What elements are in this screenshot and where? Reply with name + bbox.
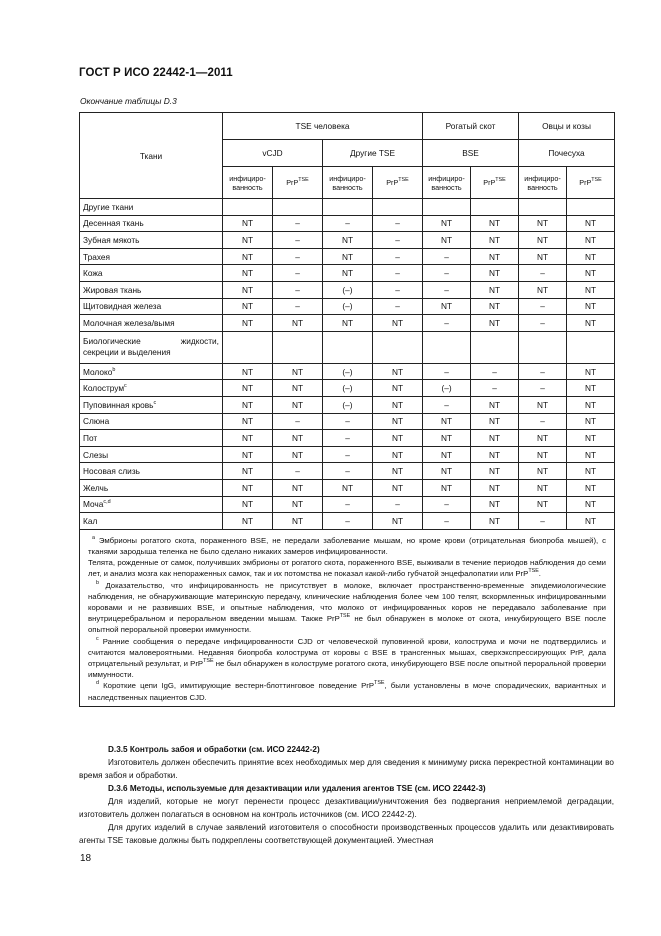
table-cell: NT [323, 479, 373, 496]
table-cell: NT [273, 396, 323, 413]
table-cell: NT [223, 413, 273, 430]
table-row [80, 248, 615, 265]
table-cell: NT [223, 446, 273, 463]
table-cell [323, 199, 373, 216]
footnote-a-cont [88, 557, 606, 579]
table-cell [519, 199, 567, 216]
table-cell: – [423, 363, 471, 380]
table-cell: (–) [323, 380, 373, 397]
table-cell: (–) [323, 396, 373, 413]
table-cell: – [323, 215, 373, 232]
table-cell: – [323, 513, 373, 530]
prp-sup: TSE [298, 177, 309, 183]
table-cell: – [519, 315, 567, 332]
footnote-sup: TSE [374, 680, 385, 687]
table-cell: NT [373, 430, 423, 447]
footnote-sup: TSE [203, 657, 214, 664]
group-header-sheep: Овцы и козы [519, 113, 615, 140]
table-cell: – [373, 298, 423, 315]
table-cell: (–) [323, 298, 373, 315]
table-row [80, 380, 615, 397]
table-cell: (–) [423, 380, 471, 397]
table-cell: NT [423, 430, 471, 447]
subheader-infectivity: инфициро-ванность [323, 167, 373, 199]
table-cell: NT [423, 413, 471, 430]
table-cell: NT [471, 315, 519, 332]
table-cell: NT [273, 496, 323, 513]
tissue-name [80, 430, 223, 447]
subheader-infectivity: инфициро-ванность [519, 167, 567, 199]
table-cell: – [519, 363, 567, 380]
table-cell: NT [567, 363, 615, 380]
table-row [80, 215, 615, 232]
table-cell: NT [273, 315, 323, 332]
footnote-text: Телята, рожденные от самок, получивших эмбрионы от рогатого скота, пораженного BSE, выживали в течение периодов наблюдения до семи лет, и анализ мозга как непораженных самок, так и их потомства не показал какой-либо губчатой энцефалопатии или PrP [88, 558, 607, 579]
tissue-name [80, 281, 223, 298]
tissue-label: Пуповинная кровь [83, 399, 154, 410]
table-cell: NT [223, 430, 273, 447]
table-cell: NT [223, 463, 273, 480]
body-text [79, 743, 614, 847]
tissue-label: Слезы [83, 449, 109, 460]
tissue-label: Кал [83, 515, 98, 526]
table-cell: – [423, 248, 471, 265]
table-cell: NT [323, 248, 373, 265]
table-cell: NT [471, 215, 519, 232]
table-cell [273, 199, 323, 216]
table-cell: – [273, 248, 323, 265]
table-cell: NT [567, 380, 615, 397]
footnote-sup: a [92, 534, 95, 541]
tissue-label: Моча [83, 499, 104, 510]
table-cell: NT [471, 413, 519, 430]
tissue-label: Слюна [83, 416, 110, 427]
table-cell: NT [223, 232, 273, 249]
subheader-infectivity: инфициро-ванность [423, 167, 471, 199]
tissue-infectivity-table [79, 112, 615, 707]
tissue-label: Молочная железа/вымя [83, 317, 175, 328]
table-row [80, 265, 615, 282]
tissue-name [80, 396, 223, 413]
table-cell: – [323, 496, 373, 513]
subheader-prp-tse [567, 167, 615, 199]
table-cell: – [519, 265, 567, 282]
footnote-sup: TSE [339, 613, 351, 620]
footnote-sup: b [96, 579, 99, 586]
footnote-d [88, 680, 606, 702]
footnote-ref: c,d [103, 499, 111, 506]
table-cell: – [373, 281, 423, 298]
table-cell: NT [323, 232, 373, 249]
table-cell: NT [223, 479, 273, 496]
table-row [80, 315, 615, 332]
table-cell: NT [519, 479, 567, 496]
table-cell: – [323, 430, 373, 447]
footnote-c [88, 636, 606, 681]
table-row [80, 413, 615, 430]
subheader-infectivity: инфициро-ванность [223, 167, 273, 199]
table-cell: NT [519, 446, 567, 463]
table-cell: NT [471, 248, 519, 265]
table-row [80, 199, 615, 216]
table-cell: – [273, 463, 323, 480]
footnote-b [88, 580, 606, 636]
table-row [80, 396, 615, 413]
table-cell: NT [471, 298, 519, 315]
table-cell: – [471, 380, 519, 397]
table-cell: NT [519, 396, 567, 413]
table-cell [519, 331, 567, 363]
table-cell: NT [567, 513, 615, 530]
table-row [80, 298, 615, 315]
table-cell: NT [471, 479, 519, 496]
table-cell: – [273, 232, 323, 249]
footnote-a [88, 535, 606, 557]
table-cell: – [373, 248, 423, 265]
tissue-name [80, 315, 223, 332]
table-cell: NT [373, 396, 423, 413]
prp-label: PrP [386, 178, 399, 187]
tissue-name [80, 298, 223, 315]
section-d36-heading: D.3.6 Методы, используемые для дезактивации или удаления агентов TSE (см. ИСО 22442-3) [108, 784, 486, 793]
section-d36-text-1: Для изделий, которые не могут перенести процесс дезактивации/уничтожения без подвергания неприемлемой деградации, изготовитель должен полагаться в основном на контроль источников (см. ИСО 22442-2). [79, 797, 614, 819]
table-cell: NT [373, 315, 423, 332]
table-cell: – [323, 463, 373, 480]
table-cell: (–) [323, 363, 373, 380]
table-cell: – [519, 380, 567, 397]
table-cell: – [423, 396, 471, 413]
table-cell: NT [567, 298, 615, 315]
table-cell: NT [471, 513, 519, 530]
table-cell: NT [273, 446, 323, 463]
prp-label: PrP [483, 178, 496, 187]
table-cell [471, 331, 519, 363]
tissue-name [80, 248, 223, 265]
table-cell: NT [567, 496, 615, 513]
footnotes [80, 529, 615, 706]
table-cell: NT [223, 363, 273, 380]
table-cell: NT [423, 298, 471, 315]
table-cell: NT [567, 248, 615, 265]
section-d35-text: Изготовитель должен обеспечить принятие всех необходимых мер для сведения к минимуму риска перекрестной контаминации во время забоя и обработки. [79, 758, 614, 780]
tissue-label: Другие ткани [83, 201, 134, 212]
subheader-prp-tse [471, 167, 519, 199]
table-cell [423, 331, 471, 363]
section-d36-text-2: Для других изделий в случае заявлений изготовителя о способности производственных процессов удалить или дезактивировать агенты TSE таковые должны быть подкреплены соответствующей документацией. Уместная [79, 823, 614, 845]
footnote-text: Ранние сообщения о передаче инфицированности CJD от человеческой пуповинной крови, колострума и мочи не подтвердились и считаются маловероятными. Недавняя биопроба колострума от коровы с BSE в трансгенных мышах, сверхэкспрессирующих PrP, дала отрицательный результат, и PrP [88, 636, 607, 668]
table-row [80, 496, 615, 513]
table-cell: – [423, 496, 471, 513]
tissue-label: Жировая ткань [83, 284, 142, 295]
prp-sup: TSE [398, 177, 409, 183]
footnote-text: . [538, 569, 541, 579]
subheader-prp-tse [373, 167, 423, 199]
table-cell: NT [423, 232, 471, 249]
table-cell: NT [273, 363, 323, 380]
table-cell: NT [373, 513, 423, 530]
tissue-name [80, 479, 223, 496]
table-cell: NT [471, 281, 519, 298]
table-cell: – [273, 215, 323, 232]
table-cell: NT [223, 513, 273, 530]
table-cell: NT [223, 496, 273, 513]
table-cell: NT [519, 281, 567, 298]
tissue-label: Биологические жидкости, секреции и выделения [83, 336, 219, 358]
footnote-text: , были установлены в моче спорадических, вариантных и наследственных пациентов CJD. [88, 681, 607, 702]
table-row [80, 331, 615, 363]
subheader-vcjd: vCJD [223, 140, 323, 167]
tissue-label: Носовая слизь [83, 466, 140, 477]
table-cell: NT [519, 463, 567, 480]
tissue-name [80, 265, 223, 282]
table-cell: NT [519, 248, 567, 265]
table-cell [223, 199, 273, 216]
table-cell: – [423, 265, 471, 282]
footnote-text: Короткие цепи IgG, имитирующие вестерн-блоттинговое поведение PrP [99, 681, 375, 691]
table-cell: NT [373, 463, 423, 480]
prp-sup: TSE [591, 177, 602, 183]
col-header-tissues: Ткани [80, 113, 223, 199]
table-cell: (–) [323, 281, 373, 298]
table-cell: NT [567, 479, 615, 496]
table-cell: NT [567, 281, 615, 298]
subheader-scrapie: Почесуха [519, 140, 615, 167]
footnote-ref: c [124, 383, 127, 390]
table-cell [373, 331, 423, 363]
table-cell: NT [223, 396, 273, 413]
table-cell: NT [567, 463, 615, 480]
tissue-name [80, 513, 223, 530]
tissue-label: Желчь [83, 482, 109, 493]
table-cell [373, 199, 423, 216]
table-row [80, 446, 615, 463]
footnote-row [80, 529, 615, 706]
table-cell [223, 331, 273, 363]
table-cell [273, 331, 323, 363]
footnote-text: Доказательство, что инфицированность не присутствует в молоке, включает пространственно-временные эпидемиологические наблюдения, не обнаруживающие материнскую передачу, клинические наблюдения более чем 100 телят, вскормленных инфицированными коровами и не развивших BSE, и опытные наблюдения, что молоко от инфицированных коров не передавало заболевание при внутрицеребральном и пероральном введении мышам. Также PrP [88, 580, 607, 624]
table-row [80, 232, 615, 249]
table-cell: NT [567, 430, 615, 447]
tissue-name [80, 331, 223, 363]
table-cell: NT [567, 396, 615, 413]
table-cell: NT [323, 265, 373, 282]
table-cell: NT [471, 446, 519, 463]
table-row [80, 281, 615, 298]
table-cell: NT [471, 396, 519, 413]
table-cell: NT [373, 479, 423, 496]
subheader-other-tse: Другие TSE [323, 140, 423, 167]
tissue-name [80, 363, 223, 380]
table-caption: Окончание таблицы D.3 [80, 96, 177, 106]
table-cell: NT [223, 298, 273, 315]
tissue-name [80, 446, 223, 463]
table-cell: NT [567, 215, 615, 232]
table-cell: NT [423, 463, 471, 480]
table-cell: – [373, 265, 423, 282]
document-header: ГОСТ Р ИСО 22442-1—2011 [79, 67, 233, 79]
tissue-name [80, 199, 223, 216]
page-number: 18 [80, 853, 92, 864]
table-cell: – [519, 513, 567, 530]
table-cell: NT [223, 315, 273, 332]
tissue-label: Молоко [83, 366, 113, 377]
group-header-tse-human: TSE человека [223, 113, 423, 140]
table-cell: – [423, 281, 471, 298]
table-cell: NT [471, 265, 519, 282]
prp-label: PrP [579, 178, 592, 187]
table-row [80, 463, 615, 480]
subheader-prp-tse [273, 167, 323, 199]
table-cell: NT [273, 513, 323, 530]
table-row [80, 479, 615, 496]
table-cell: NT [471, 430, 519, 447]
table-cell: – [273, 298, 323, 315]
table-cell: NT [223, 281, 273, 298]
prp-label: PrP [286, 178, 299, 187]
footnote-ref: b [112, 366, 116, 373]
tissue-name [80, 215, 223, 232]
table-cell: NT [273, 430, 323, 447]
table-cell: NT [519, 430, 567, 447]
table-cell: – [373, 496, 423, 513]
table-cell: NT [567, 265, 615, 282]
group-header-cattle: Рогатый скот [423, 113, 519, 140]
tissue-label: Пот [83, 432, 98, 443]
section-d35-heading: D.3.5 Контроль забоя и обработки (см. ИСО 22442-2) [108, 745, 320, 754]
footnote-text: не был обнаружен в колоструме рогатого скота, инкубирующего BSE после опытной пероральной проверки иммунности. [88, 658, 607, 680]
table-row [80, 430, 615, 447]
table-cell: NT [567, 413, 615, 430]
table-cell: NT [223, 380, 273, 397]
table-cell: NT [423, 446, 471, 463]
table-cell: NT [223, 248, 273, 265]
table-cell: NT [223, 215, 273, 232]
table-cell: NT [423, 479, 471, 496]
footnote-ref: c [153, 399, 157, 406]
prp-sup: TSE [495, 177, 506, 183]
table-row [80, 513, 615, 530]
table-cell: – [273, 413, 323, 430]
table-cell: NT [423, 215, 471, 232]
table-cell: – [373, 232, 423, 249]
table-cell: NT [223, 265, 273, 282]
footnote-sup: c [96, 635, 99, 642]
table-cell: NT [471, 496, 519, 513]
tissue-name [80, 496, 223, 513]
table-cell: NT [567, 446, 615, 463]
footnote-text: не был обнаружен в молоке от скота, инкубирующего BSE после опытной пероральной проверки иммунности. [88, 614, 607, 635]
tissue-name [80, 413, 223, 430]
table-cell: NT [567, 232, 615, 249]
table-cell: NT [471, 463, 519, 480]
table-cell: NT [519, 232, 567, 249]
table-cell: NT [273, 479, 323, 496]
table-cell [423, 199, 471, 216]
subheader-bse: BSE [423, 140, 519, 167]
footnote-sup: TSE [528, 568, 539, 575]
tissue-label: Зубная мякоть [83, 234, 140, 245]
table-cell: NT [471, 232, 519, 249]
table-cell: – [273, 265, 323, 282]
tissue-label: Колострум [83, 383, 125, 394]
table-cell: – [273, 281, 323, 298]
table-cell: – [471, 363, 519, 380]
table-cell [323, 331, 373, 363]
table-cell: – [423, 315, 471, 332]
table-cell: – [519, 413, 567, 430]
tissue-label: Кожа [83, 268, 103, 279]
table-cell: NT [567, 315, 615, 332]
table-row [80, 363, 615, 380]
footnote-text: Эмбрионы рогатого скота, пораженного BSE, не передали заболевание мышам, но кроме крови (отрицательная биопроба мышей), с тканями зародыша теленка не было сделано никаких замеров инфицированности. [88, 535, 607, 556]
table-cell: NT [373, 446, 423, 463]
table-cell: – [519, 298, 567, 315]
tissue-name [80, 463, 223, 480]
table-cell: NT [373, 413, 423, 430]
table-cell: NT [519, 215, 567, 232]
table-cell: – [373, 215, 423, 232]
tissue-label: Десенная ткань [83, 218, 144, 229]
table-cell: – [423, 513, 471, 530]
table-cell: – [323, 446, 373, 463]
table-cell: NT [373, 380, 423, 397]
table-cell [567, 199, 615, 216]
table-cell: – [323, 413, 373, 430]
table-cell: NT [273, 380, 323, 397]
tissue-name [80, 380, 223, 397]
tissue-label: Щитовидная железа [83, 301, 162, 312]
table-cell: NT [323, 315, 373, 332]
table-cell [471, 199, 519, 216]
footnote-sup: d [96, 680, 99, 687]
table-cell: NT [519, 496, 567, 513]
table-cell: NT [373, 363, 423, 380]
tissue-name [80, 232, 223, 249]
table-cell [567, 331, 615, 363]
tissue-label: Трахея [83, 251, 110, 262]
